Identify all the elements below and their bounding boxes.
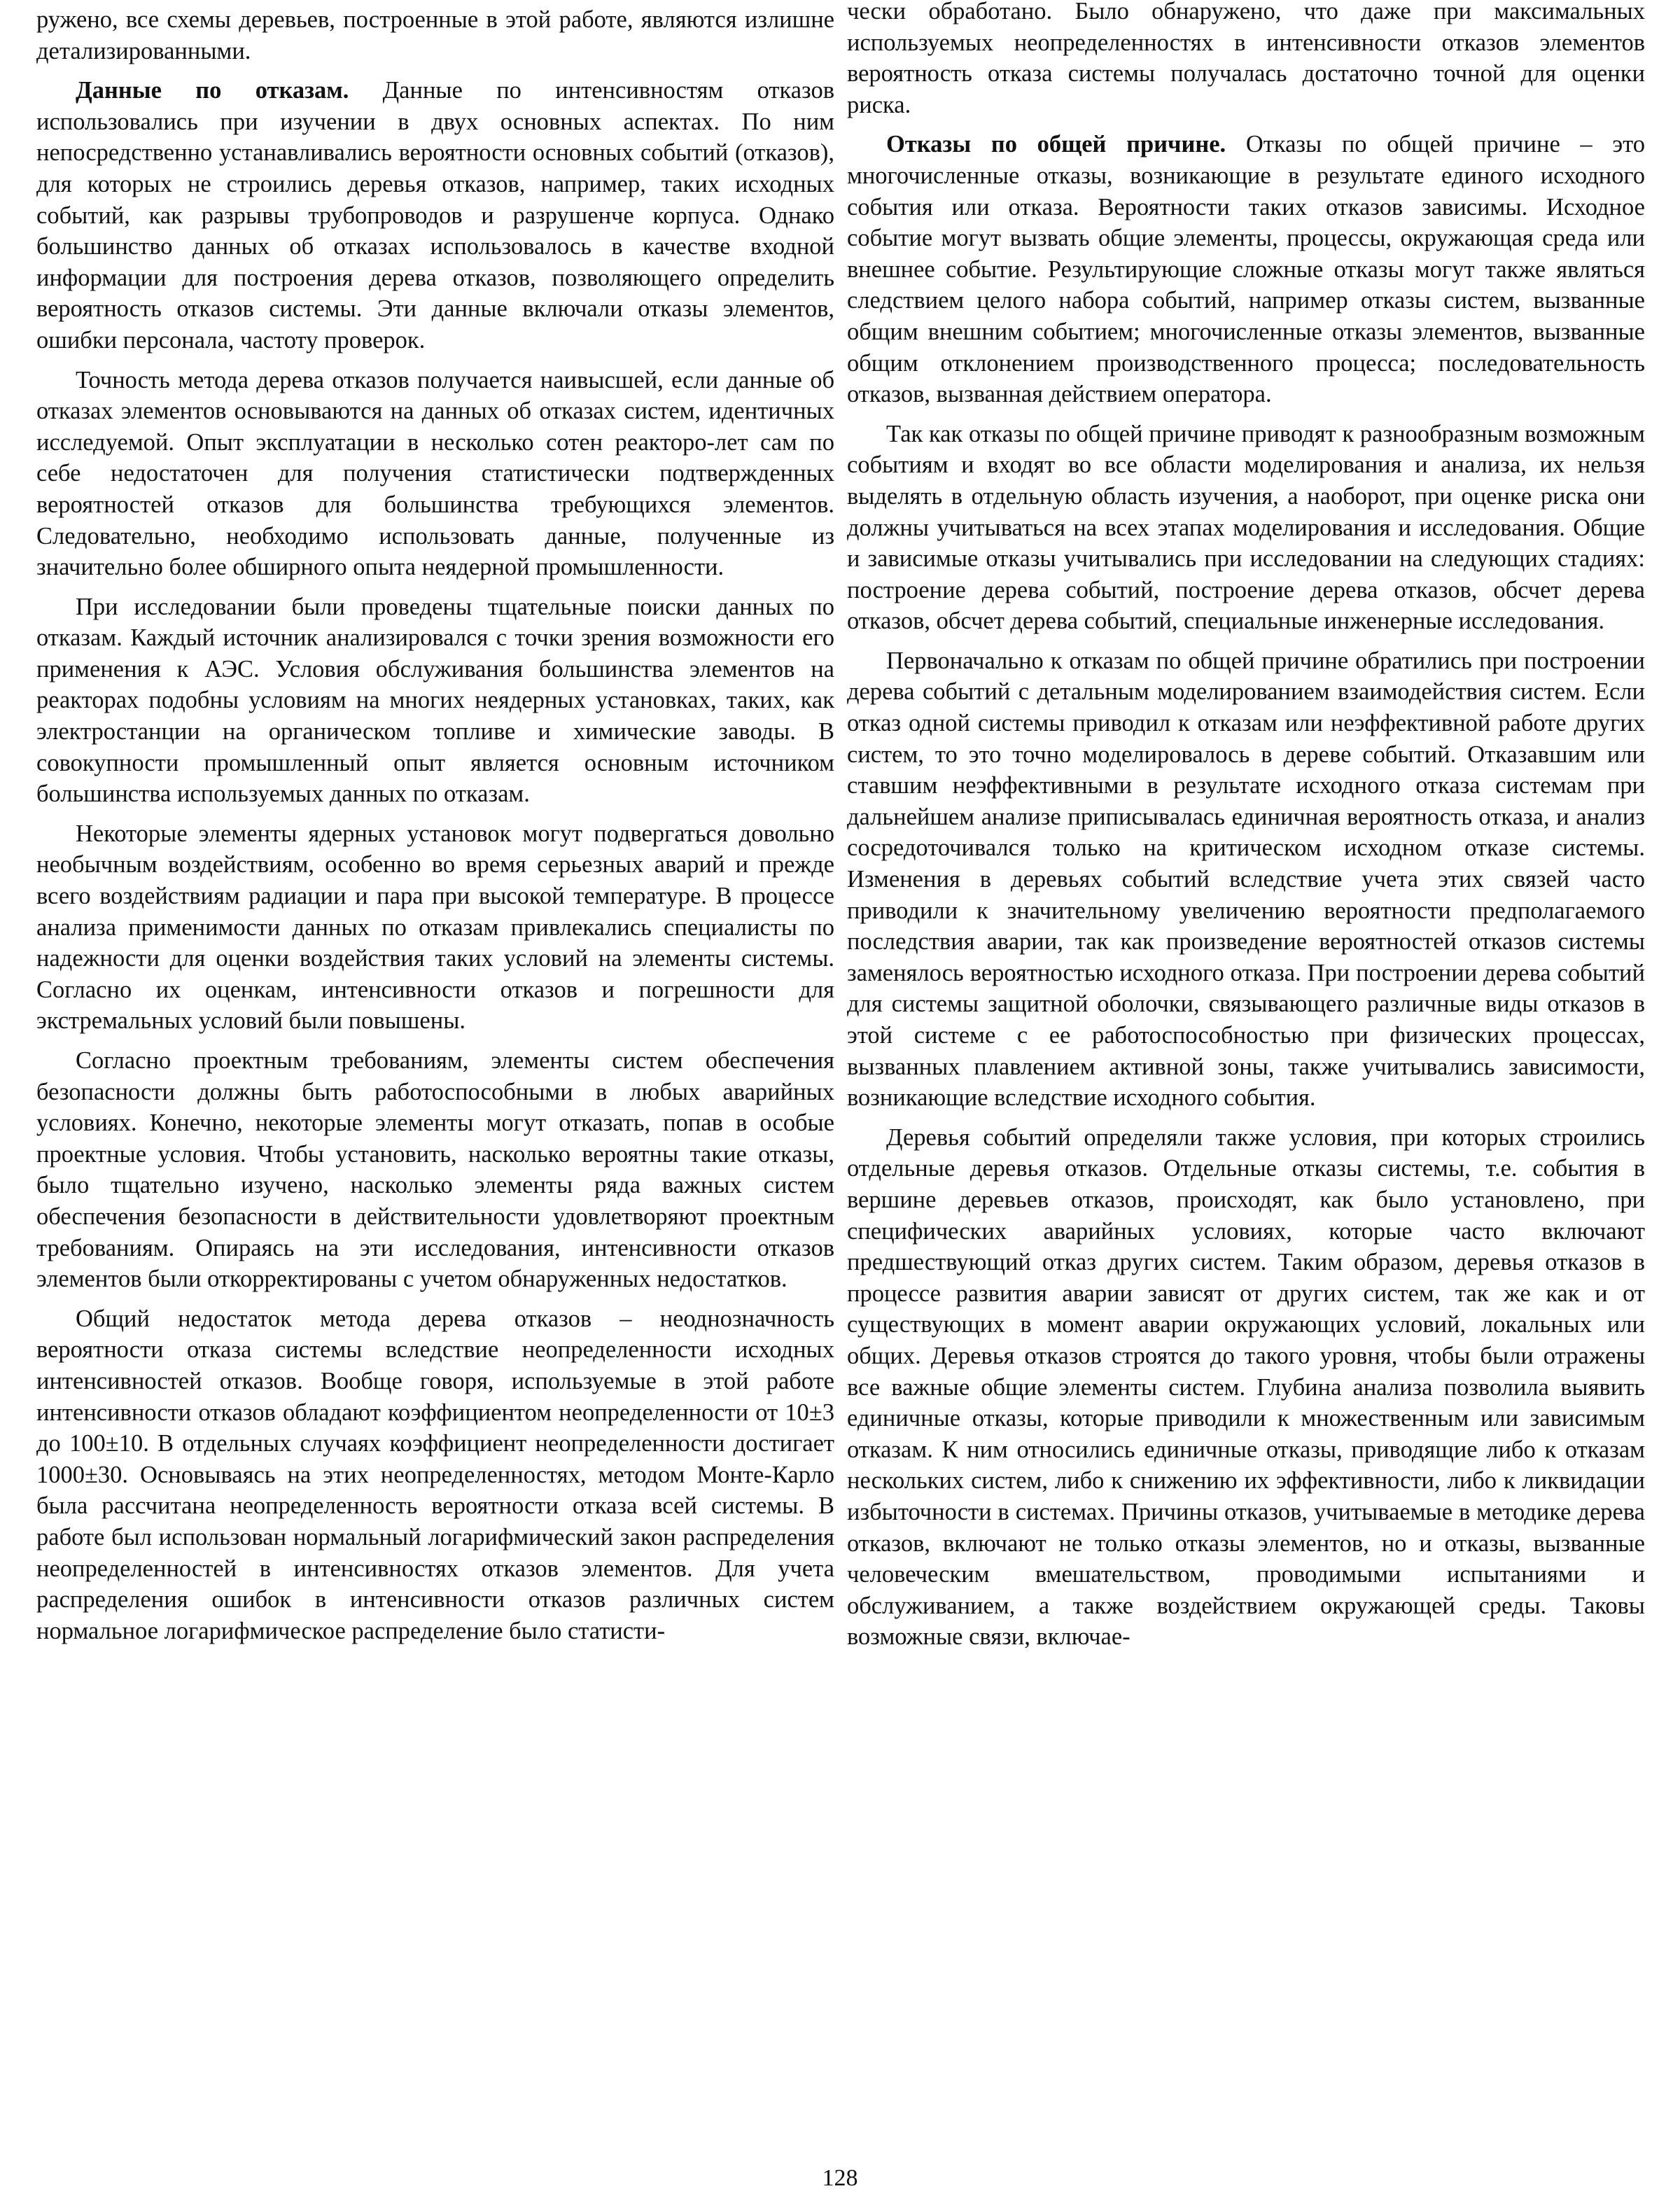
paragraph: Некоторые элементы ядерных установок могут подвергаться довольно необычным воздействиям, особенно во время серьезных аварий и прежде всего воздействиям радиации и пара при высокой температуре. В процессе анализа применимости данных по отказам привлекались специалисты по надежности для оценки воздействия таких условий на элементы системы. Согласно их оценкам, интенсивности отказов и погрешности для экстремальных условий были повышены.: [36, 820, 834, 1035]
paragraph-text: Данные по интенсивностям отказов использовались при изучении в двух основных аспектах. По ним непосредственно устанавливались вероятности основных событий (отказов), для которых не строились деревья отказов, например, таких исходных событий, как разрывы трубопроводов и разрушенче корпуса. Однако большинство данных об отказах использовалось в качестве входной информации для построения дерева отказов, позволяющего определить вероятность отказов системы. Эти данные включали отказы элементов, ошибки персонала, частоту проверок.: [36, 77, 834, 354]
section-heading-common-cause: Отказы по общей причине.: [886, 131, 1226, 158]
paragraph: Деревья событий определяли также условия, при которых строились отдельные деревья отказов. Отдельные отказы системы, т.е. события в вершине деревьев отказов, происходят, как было установлено, при специфических аварийных условиях, которые часто включают предшествующий отказ других систем. Таким образом, деревья отказов в процессе развития аварии зависят от других систем, так же как и от существующих в момент аварии окружающих условий, локальных или общих. Деревья отказов строятся до такого уровня, чтобы были отражены все важные общие элементы систем. Глубина анализа позволила выявить единичные отказы, которые приводили к множественным или зависимым отказам. К ним относились единичные отказы, приводящие либо к отказам нескольких систем, либо к снижению их эффективности, либо к ликвидации избыточности в системах. Причины отказов, учитываемые в методике дерева отказов, включают не только отказы элементов, но и отказы, вызванные человеческим вмешательством, проводимыми испытаниями и обслуживанием, а также воздействием окружающей среды. Таковы возможные связи, включае-: [847, 1124, 1645, 1651]
paragraph-text: Отказы по общей причине – это многочисленные отказы, возникающие в результате единого исходного события или отказа. Вероятности таких отказов зависимы. Исходное событие могут вызвать общие элементы, процессы, окружающая среда или внешнее событие. Результирующие сложные отказы могут также являться следствием целого набора событий, например отказы систем, вызванные общим внешним событием; многочисленные отказы элементов, вызванные общим отклонением производственного процесса; последовательность отказов, вызванная действием оператора.: [847, 131, 1645, 408]
paragraph: чески обработано. Было обнаружено, что даже при максимальных используемых неопределенностях в интенсивности отказов элементов вероятность отказа системы получалась достаточно точной для оценки риска.: [847, 0, 1645, 118]
paragraph: Первоначально к отказам по общей причине обратились при построении дерева событий с детальным моделированием взаимодействия систем. Если отказ одной системы приводил к отказам или неэффективной работе других систем, то это точно моделировалось в дереве событий. Отказавшим или ставшим неэффективными в результате исходного отказа системам при дальнейшем анализе приписывалась единичная вероятность отказа, и анализ сосредоточивался только на критическом исходном отказе системы. Изменения в деревьях событий вследствие учета этих связей часто приводили к значительному увеличению вероятности предполагаемого последствия аварии, так как произведение вероятностей отказов системы заменялось вероятностью исходного отказа. При построении дерева событий для системы защитной оболочки, связывающего различные виды отказов в этой системе с ее работоспособностью при физических процессах, вызванных плавлением активной зоны, также учитывались зависимости, возникающие вследствие исходного события.: [847, 647, 1645, 1112]
paragraph-failure-data: [36, 75, 834, 356]
paragraph: Согласно проектным требованиям, элементы систем обеспечения безопасности должны быть работоспособными в любых аварийных условиях. Конечно, некоторые элементы могут отказать, попав в особые проектные условия. Чтобы установить, насколько вероятны такие отказы, было тщательно изучено, насколько элементы ряда важных систем обеспечения безопасности в действительности удовлетворяют проектным требованиям. Опираясь на эти исследования, интенсивности отказов элементов были откорректированы с учетом обнаруженных недостатков.: [36, 1047, 834, 1293]
paragraph: При исследовании были проведены тщательные поиски данных по отказам. Каждый источник анализировался с точки зрения возможности его применения к АЭС. Условия обслуживания большинства элементов на реакторах подобны условиям на многих неядерных установках, таких, как электростанции на органическом топливе и химические заводы. В совокупности промышленный опыт является основным источником большинства используемых данных по отказам.: [36, 593, 834, 808]
section-heading-failure-data: Данные по отказам.: [76, 77, 349, 104]
paragraph-common-cause: [847, 129, 1645, 410]
page-number: 128: [822, 2165, 858, 2191]
left-column: [36, 4, 834, 1655]
paragraph: Точность метода дерева отказов получается наивысшей, если данные об отказах элементов основываются на данных об отказах систем, идентичных исследуемой. Опыт эксплуатации в несколько сотен реакторо-лет сам по себе недостаточен для получения статистически подтвержденных вероятностей отказов для большинства требующихся элементов. Следовательно, необходимо использовать данные, полученные из значительно более обширного опыта неядерной промышленности.: [36, 366, 834, 581]
paragraph: Общий недостаток метода дерева отказов – неоднозначность вероятности отказа системы вследствие неопределенности исходных интенсивностей отказов. Вообще говоря, используемые в этой работе интенсивности отказов обладают коэффициентом неопределенности от 10±3 до 100±10. В отдельных случаях коэффициент неопределенности достигает 1000±30. Основываясь на этих неопределенностях, методом Монте-Карло была рассчитана неопределенность вероятности отказа всей системы. В работе был использован нормальный логарифмический закон распределения неопределенностей в интенсивностях отказов элементов. Для учета распределения ошибок в интенсивности отказов различных систем нормальное логарифмическое распределение было статисти-: [36, 1305, 834, 1644]
right-column: [847, 0, 1645, 1661]
paragraph: ружено, все схемы деревьев, построенные в этой работе, являются излишне детализированными.: [36, 6, 834, 64]
paragraph: Так как отказы по общей причине приводят к разнообразным возможным событиям и входят во все области моделирования и анализа, их нельзя выделять в отдельную область изучения, а наоборот, при оценке риска они должны учитываться на всех этапах моделирования и исследования. Общие и зависимые отказы учитывались при исследовании на следующих стадиях: построение дерева событий, построение дерева отказов, обсчет дерева отказов, обсчет дерева событий, специальные инженерные исследования.: [847, 420, 1645, 635]
